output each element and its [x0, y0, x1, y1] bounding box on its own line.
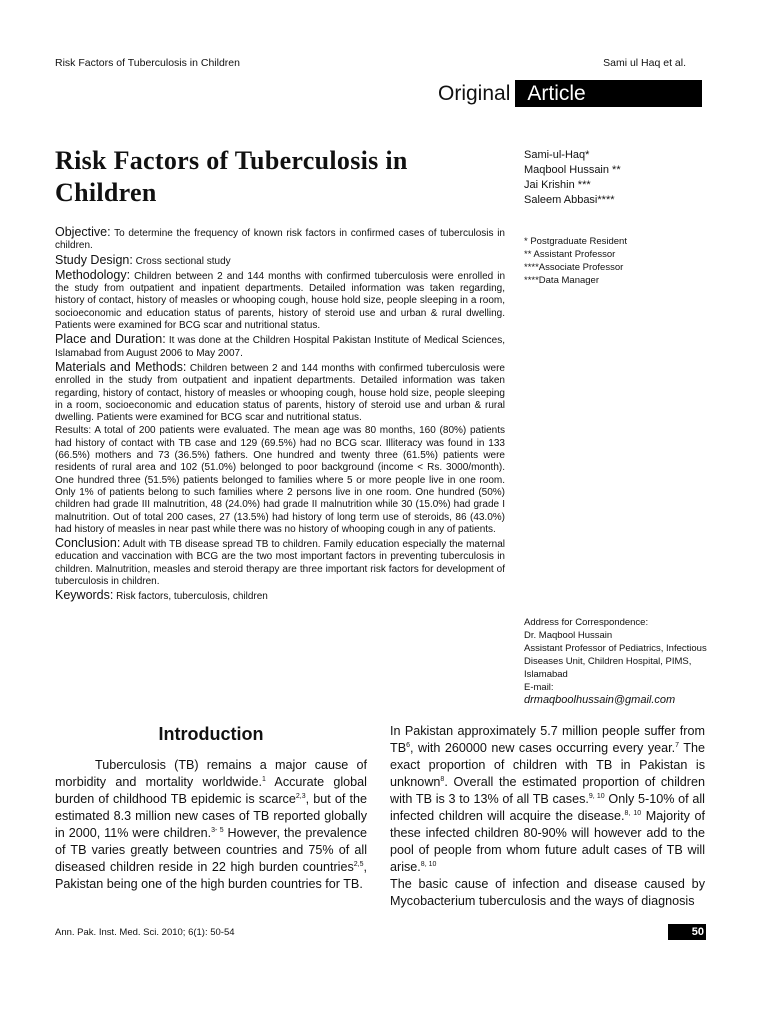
title-line-1: Risk Factors of Tuberculosis in — [55, 146, 408, 175]
paragraph: The basic cause of infection and disease caused by Mycobacterium tuberculosis and the ways of diagnosis — [390, 877, 705, 908]
affiliation: * Postgraduate Resident — [524, 236, 627, 247]
body-column-left — [55, 757, 367, 893]
conclusion-text: Adult with TB disease spread TB to children. Family education especially the maternal education and vaccination with BCG are the two most important factors in preventing tuberculosis in children. Malnutrition, measles and steroid therapy are three important risk factors for development of tuberculosis in children. — [55, 539, 505, 588]
article-type-word2: Article — [515, 80, 702, 107]
running-header-authors: Sami ul Haq et al. — [603, 57, 686, 69]
page-number: 50 — [668, 924, 706, 940]
author: Saleem Abbasi**** — [524, 194, 615, 206]
abstract-materials — [55, 361, 505, 424]
email-link[interactable]: drmaqboolhussain@gmail.com — [524, 694, 676, 706]
correspondence-line: Assistant Professor of Pediatrics, Infectious — [524, 643, 707, 654]
design-heading: Study Design: — [55, 252, 133, 267]
article-type-word1: Original — [438, 81, 511, 105]
abstract-objective — [55, 226, 505, 253]
author: Maqbool Hussain ** — [524, 164, 621, 176]
abstract-design — [55, 254, 505, 268]
materials-heading: Materials and Methods: — [55, 359, 187, 374]
keywords-heading: Keywords: — [55, 588, 114, 603]
objective-text: To determine the frequency of known risk factors in confirmed cases of tuberculosis in children. — [55, 228, 505, 252]
affiliation: ****Associate Professor — [524, 262, 624, 273]
section-heading-introduction: Introduction — [158, 724, 264, 744]
abstract — [55, 226, 505, 605]
abstract-results: Results: A total of 200 patients were evaluated. The mean age was 80 months, 160 (80%) patients had history of contact with TB case and 129 (69.5%) had no BCG scar. Illiteracy was found in 133 (66.5%) mothers and 73 (36.5%) fathers. One hundred and twenty three (61.5%) patients were residents of rural area and 102 (51.0%) belonged to poor background (income < Rs. 3000/month). One hundred three (51.5%) patients belonged to families where 5 or more people live in one room. Only 1% of patients belong to such families where 2 persons live in one room. One hundred (50%) children had grade III malnutrition, 48 (24.0%) had grade II malnutrition while 30 (15.0%) had grade I malnutrition. Out of total 200 cases, 27 (13.5%) had history of long term use of steroids, 86 (43.0%) had history of measles in near past while there was no history of whooping cough in any of patients. — [55, 425, 505, 535]
body-column-right — [390, 723, 705, 910]
correspondence-line: Islamabad — [524, 669, 568, 680]
abstract-conclusion — [55, 537, 505, 588]
title-line-2: Children — [55, 178, 157, 207]
place-text: It was done at the Children Hospital Pakistan Institute of Medical Sciences, Islamabad from August 2006 to May 2007. — [55, 335, 505, 359]
correspondence-label: Address for Correspondence: — [524, 617, 649, 628]
journal-citation: Ann. Pak. Inst. Med. Sci. 2010; 6(1): 50-54 — [55, 927, 235, 938]
correspondence-block — [524, 616, 707, 707]
author: Jai Krishin *** — [524, 179, 591, 191]
affiliation: ** Assistant Professor — [524, 249, 616, 260]
correspondence-name: Dr. Maqbool Hussain — [524, 630, 613, 641]
materials-text: Children between 2 and 144 months with confirmed tuberculosis were enrolled in the study from outpatient and inpatient departments. Detailed information was taken regarding, history of contact, history of measles or whooping cough, house hold size, people sleeping in a room, socioeconomic and education status of parents, history of steroid use and urban & rural dwelling. Patients were examined for BCG scar and nutritional status. — [55, 362, 505, 424]
place-heading: Place and Duration: — [55, 332, 166, 347]
running-header-title: Risk Factors of Tuberculosis in Children — [55, 57, 240, 69]
conclusion-heading: Conclusion: — [55, 536, 121, 551]
keywords-text: Risk factors, tuberculosis, children — [116, 591, 268, 603]
correspondence-line: Diseases Unit, Children Hospital, PIMS, — [524, 656, 692, 667]
article-title — [55, 145, 408, 209]
methodology-text: Children between 2 and 144 months with confirmed tuberculosis were enrolled in the study from outpatient and inpatient departments. Detailed information was taken regarding, history of contact, history of measles or whooping cough, house hold size, people sleeping in a room, socioeconomic and education status of parents, history of steroid use and urban & rural dwelling. Patients were examined for BCG scar and nutritional status. — [55, 270, 506, 332]
article-type-banner — [438, 80, 702, 107]
objective-heading: Objective: — [55, 225, 111, 239]
abstract-place — [55, 333, 505, 360]
author: Sami-ul-Haq* — [524, 149, 590, 161]
affiliation-list — [524, 235, 627, 287]
abstract-keywords — [55, 589, 505, 603]
abstract-methodology — [55, 269, 505, 332]
design-text: Cross sectional study — [135, 255, 231, 267]
email-label: E-mail: — [524, 682, 554, 693]
methodology-heading: Methodology: — [55, 267, 131, 282]
author-list — [524, 148, 621, 208]
paragraph: In Pakistan approximately 5.7 million people suffer from $TB^6$, with 260000 new cases occurring every year.$^7$ The exact proportion of children with TB in Pakistan is unknown$^8$. Overall the estimated proportion of children with TB is 3 to 13% of all TB cases.$^{9, 10}$ Only 5-10% of all infected children will acquire the disease.$^{8, 10}$ Majority of these infected children 80-90% will however add to the pool of people from whom future adult cases of TB will arise.$^{8, 10}$ — [390, 724, 705, 874]
paragraph: Tuberculosis (TB) remains a major cause of morbidity and mortality worldwide.$^1$ Accurate global burden of childhood TB epidemic is scarce$^{2,3}$, but of the estimated 8.3 million new cases of TB reported globally in 2000, 11% were children.$^{3- 5}$ However, the prevalence of TB varies greatly between countries and 75% of all diseased children reside in 22 high burden countries$^{2,5}$, Pakistan being one of the high burden countries for TB. — [55, 758, 367, 891]
affiliation: ****Data Manager — [524, 275, 599, 286]
